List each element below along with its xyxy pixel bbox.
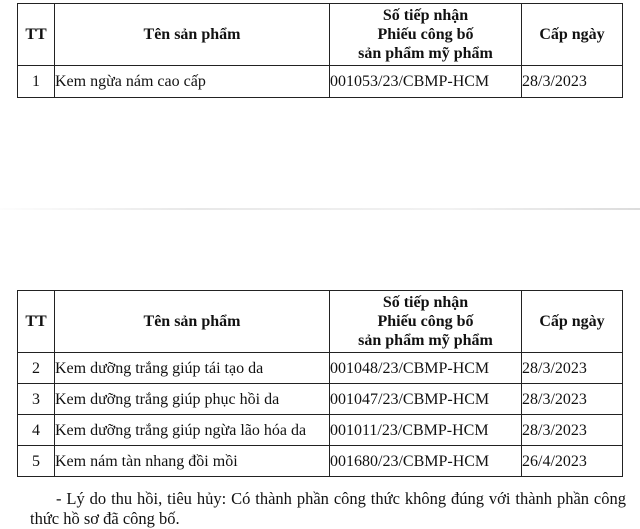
row-tt: 4 (18, 415, 55, 446)
table-header-row (18, 4, 623, 66)
header-receipt-number-line1: Số tiếp nhận (382, 294, 469, 311)
header-receipt-number-line3: sản phẩm mỹ phẩm (358, 332, 493, 349)
row-receipt-number: 001011/23/CBMP-HCM (330, 415, 522, 446)
page-divider (0, 208, 640, 210)
row-product-name: Kem dưỡng trắng giúp phục hồi da (55, 384, 330, 415)
table-row (18, 66, 623, 98)
row-receipt-number: 001680/23/CBMP-HCM (330, 446, 522, 477)
table-row (18, 446, 623, 477)
row-product-name: Kem dưỡng trắng giúp ngừa lão hóa da (55, 415, 330, 446)
header-receipt-number (330, 4, 522, 66)
header-product-name: Tên sản phẩm (55, 4, 330, 66)
row-tt: 2 (18, 353, 55, 384)
header-receipt-number (330, 291, 522, 353)
header-receipt-number-line2: Phiếu công bố (377, 26, 474, 43)
header-receipt-number-line1: Số tiếp nhận (382, 7, 469, 24)
table-row (18, 384, 623, 415)
row-product-name: Kem nám tàn nhang đồi mồi (55, 446, 330, 477)
product-table-2 (17, 290, 623, 477)
row-receipt-number: 001047/23/CBMP-HCM (330, 384, 522, 415)
row-tt: 3 (18, 384, 55, 415)
table-header-row (18, 291, 623, 353)
header-receipt-number-line3: sản phẩm mỹ phẩm (358, 45, 493, 62)
row-receipt-number: 001053/23/CBMP-HCM (330, 66, 522, 98)
row-tt: 5 (18, 446, 55, 477)
row-receipt-number: 001048/23/CBMP-HCM (330, 353, 522, 384)
header-issue-date: Cấp ngày (522, 4, 623, 66)
row-issue-date: 28/3/2023 (522, 415, 623, 446)
row-issue-date: 28/3/2023 (522, 353, 623, 384)
header-tt: TT (18, 4, 55, 66)
product-table-1 (17, 3, 623, 98)
table-row (18, 415, 623, 446)
row-product-name: Kem ngừa nám cao cấp (55, 66, 330, 98)
recall-reason-text: - Lý do thu hồi, tiêu hủy: Có thành phần công thức không đúng với thành phần công thức hồ sơ đã công bố. (30, 489, 626, 528)
header-issue-date: Cấp ngày (522, 291, 623, 353)
row-tt: 1 (18, 66, 55, 98)
row-issue-date: 28/3/2023 (522, 66, 623, 98)
header-tt: TT (18, 291, 55, 353)
header-receipt-number-line2: Phiếu công bố (377, 313, 474, 330)
row-issue-date: 28/3/2023 (522, 384, 623, 415)
row-issue-date: 26/4/2023 (522, 446, 623, 477)
header-product-name: Tên sản phẩm (55, 291, 330, 353)
table-row (18, 353, 623, 384)
row-product-name: Kem dưỡng trắng giúp tái tạo da (55, 353, 330, 384)
